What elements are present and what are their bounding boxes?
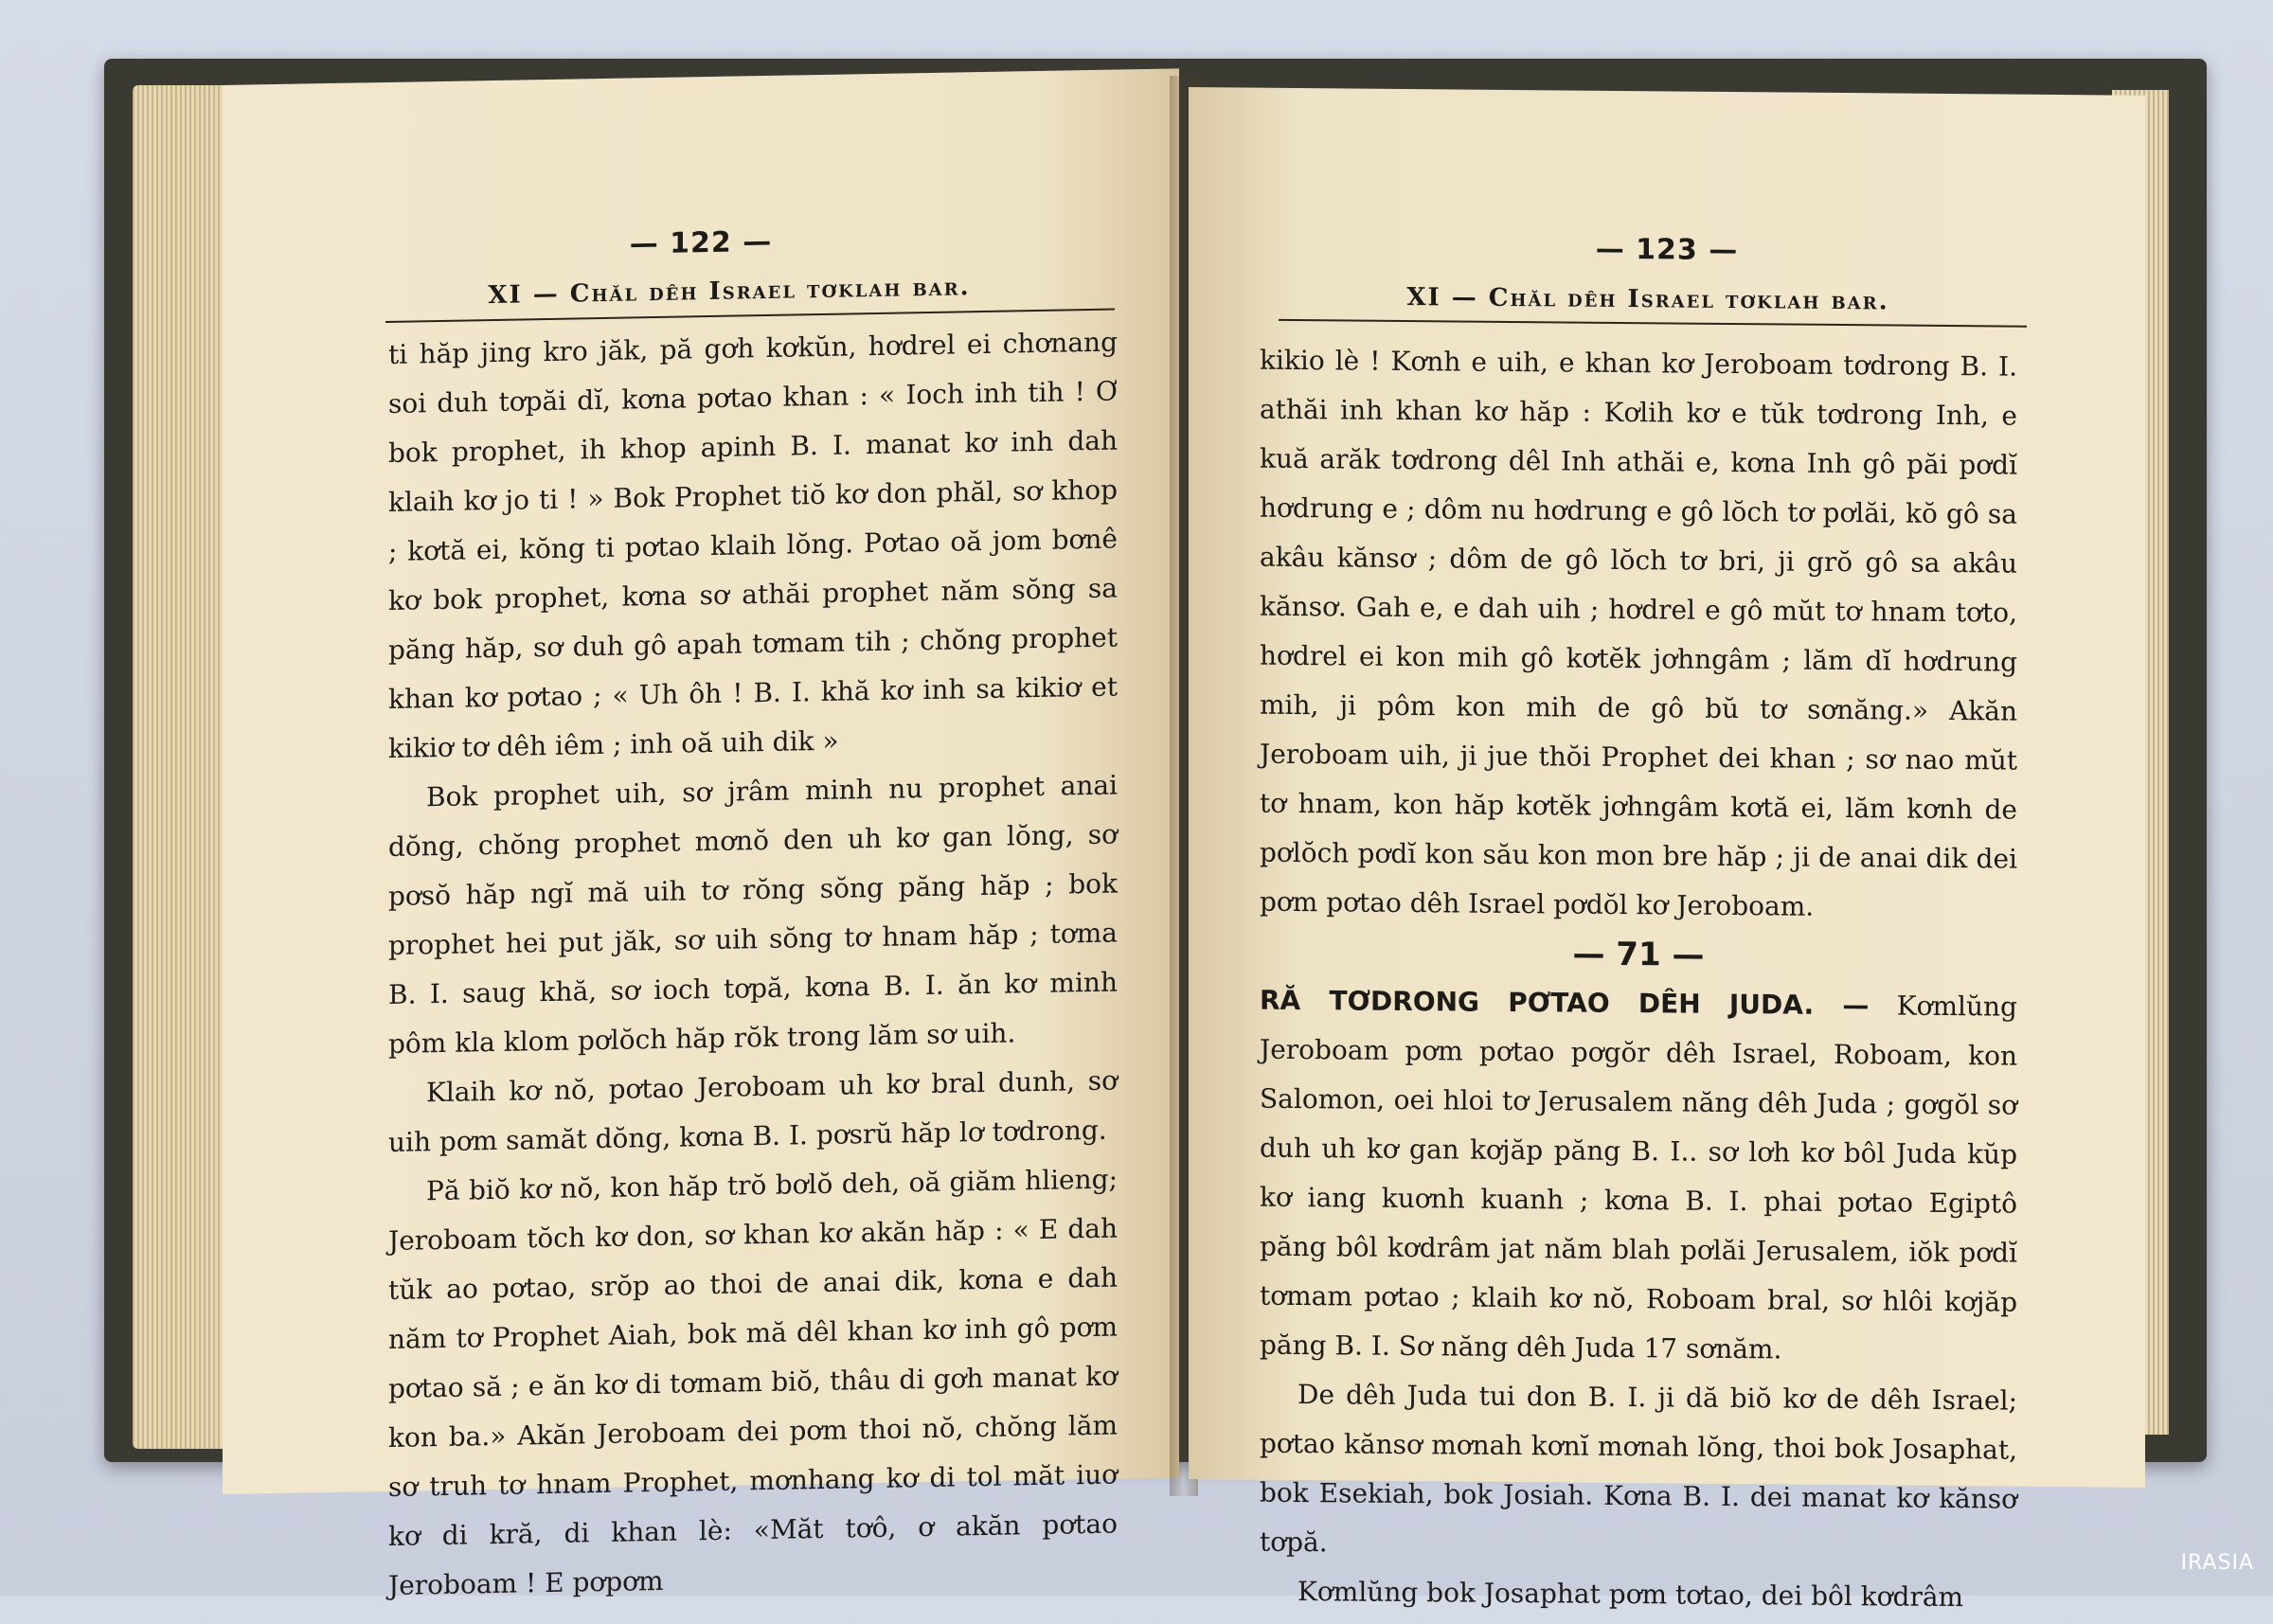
paragraph: Pă biŏ kơ nŏ, kon hăp trŏ bơlŏ deh, oă giăm hlieng; Jeroboam tŏch kơ don, sơ khan kơ akăn hăp : « E dah tŭk ao pơtao, srŏp ao thoi de anai dik, kơna e dah năm tơ Prophet Aiah, bok mă dêl khan kơ inh gô pơm pơtao să ; e ăn kơ di tơmam biŏ, thâu di gơh manat kơ kon ba.» Akăn Jeroboam dei pơm thoi nŏ, chŏng lăm sơ truh tơ hnam Prophet, mơnhang kơ di tol măt iuơ kơ di kră, di khan lè: «Măt tơô, ơ akăn pơtao Jeroboam ! E pơpơm: [388, 1163, 1118, 1601]
paragraph: De dêh Juda tui don B. I. ji dă biŏ kơ de dêh Israel; pơtao kănsơ mơnah kơnĭ mơnah lŏng, thoi bok Josaphat, bok Esekiah, bok Josiah. Kơna B. I. dei manat kơ kănsơ tơpă.: [1260, 1379, 2017, 1559]
header-rule: [1279, 319, 2027, 328]
page-number: — 123 —: [1595, 232, 1739, 268]
left-page: [223, 68, 1179, 1601]
watermark: IRASIA: [2180, 1551, 2254, 1575]
page-body: [1260, 336, 2017, 1623]
running-head: XI — Chăl dêh Israel tơklah bar.: [488, 273, 971, 311]
page-number: — 122 —: [629, 224, 773, 261]
page-body: [388, 318, 1118, 1611]
section-paragraph: [1260, 976, 2017, 1377]
section-heading: RĂ TƠDRONG PƠTAO DÊH JUDA. —: [1260, 984, 1870, 1022]
paragraph: Bok prophet uih, sơ jrâm minh nu prophet anai dŏng, chŏng prophet mơnŏ den uh kơ gan lŏng, sơ pơsŏ hăp ngĭ mă uih tơ rŏng sŏng păng hăp ; bok prophet hei put jăk, sơ uih sŏng tơ hnam hăp ; tơma B. I. saug khă, sơ ioch tơpă, kơna B. I. ăn kơ minh pôm kla klom pơlŏch hăp rŏk trong lăm sơ uih.: [388, 769, 1118, 1060]
right-page: [1189, 87, 2145, 1614]
paragraph: kikio lè ! Kơnh e uih, e khan kơ Jeroboam tơdrong B. I. athăi inh khan kơ hăp : Kơlih kơ e tŭk tơdrong Inh, e kuă arăk tơdrong dêl Inh athăi e, kơna Inh gô păi pơdĭ hơdrung e ; dôm nu hơdrung e gô lŏch tơ pơlăi, kŏ gô sa akâu kănsơ ; dôm de gô lŏch tơ bri, ji grŏ gô sa akâu kănsơ. Gah e, e dah uih ; hơdrel e gô mŭt tơ hnam tơto, hơdrel ei kon mih gô kơtĕk jơhngâm ; lăm dĭ hơdrung mih, ji pôm kon mih de gô bŭ tơ sơnăng.» Akăn Jeroboam uih, ji jue thŏi Prophet dei khan ; sơ nao mŭt tơ hnam, kon hăp kơtĕk jơhngâm kơtă ei, lăm kơnh de pơlŏch pơdĭ kon său kon mon bre hăp ; ji de anai dik dei pơm pơtao dêh Israel pơdŏl kơ Jeroboam.: [1260, 344, 2017, 922]
section-text: Kơmlŭng Jeroboam pơm pơtao pơgŏr dêh Israel, Roboam, kon Salomon, oei hloi tơ Jerusalem năng dêh Juda ; gơgŏl sơ duh uh kơ gan kơjăp păng B. I.. sơ lơh kơ bôl Juda kŭp kơ iang kuơnh kuanh ; kơna B. I. phai pơtao Egiptô păng bôl kơdrâm jat năm blah pơlăi Jerusalem, iŏk pơdĭ tơmam pơtao ; klaih kơ nŏ, Roboam bral, sơ hlôi kơjăp păng B. I. Sơ năng dêh Juda 17 sơnăm.: [1260, 990, 2017, 1365]
running-head: XI — Chăl dêh Israel tơklah bar.: [1406, 283, 1889, 316]
chapter-number: — 71 —: [1572, 935, 1705, 974]
paragraph: ti hăp jing kro jăk, pă gơh kơkŭn, hơdrel ei chơnang soi duh tơpăi dĭ, kơna pơtao khan : « Ioch inh tih ! Ơ bok prophet, ih khop apinh B. I. manat kơ inh dah klaih kơ jo ti ! » Bok Prophet tiŏ kơ don phăl, sơ khop ; kơtă ei, kŏng ti pơtao klaih lŏng. Pơtao oă jom bơnê kơ bok prophet, kơna sơ athăi prophet năm sŏng sa păng hăp, sơ duh gô apah tơmam tih ; chŏng prophet khan kơ pơtao ; « Uh ôh ! B. I. khă kơ inh sa kikiơ et kikiơ tơ dêh iêm ; inh oă uih dik »: [388, 326, 1118, 764]
paragraph: Klaih kơ nŏ, pơtao Jeroboam uh kơ bral dunh, sơ uih pơm samăt dŏng, kơna B. I. pơsrŭ hăp lơ tơdrong.: [388, 1064, 1118, 1158]
paragraph: Kơmlŭng bok Josaphat pơm tơtao, dei bôl kơdrâm: [1298, 1576, 1964, 1614]
